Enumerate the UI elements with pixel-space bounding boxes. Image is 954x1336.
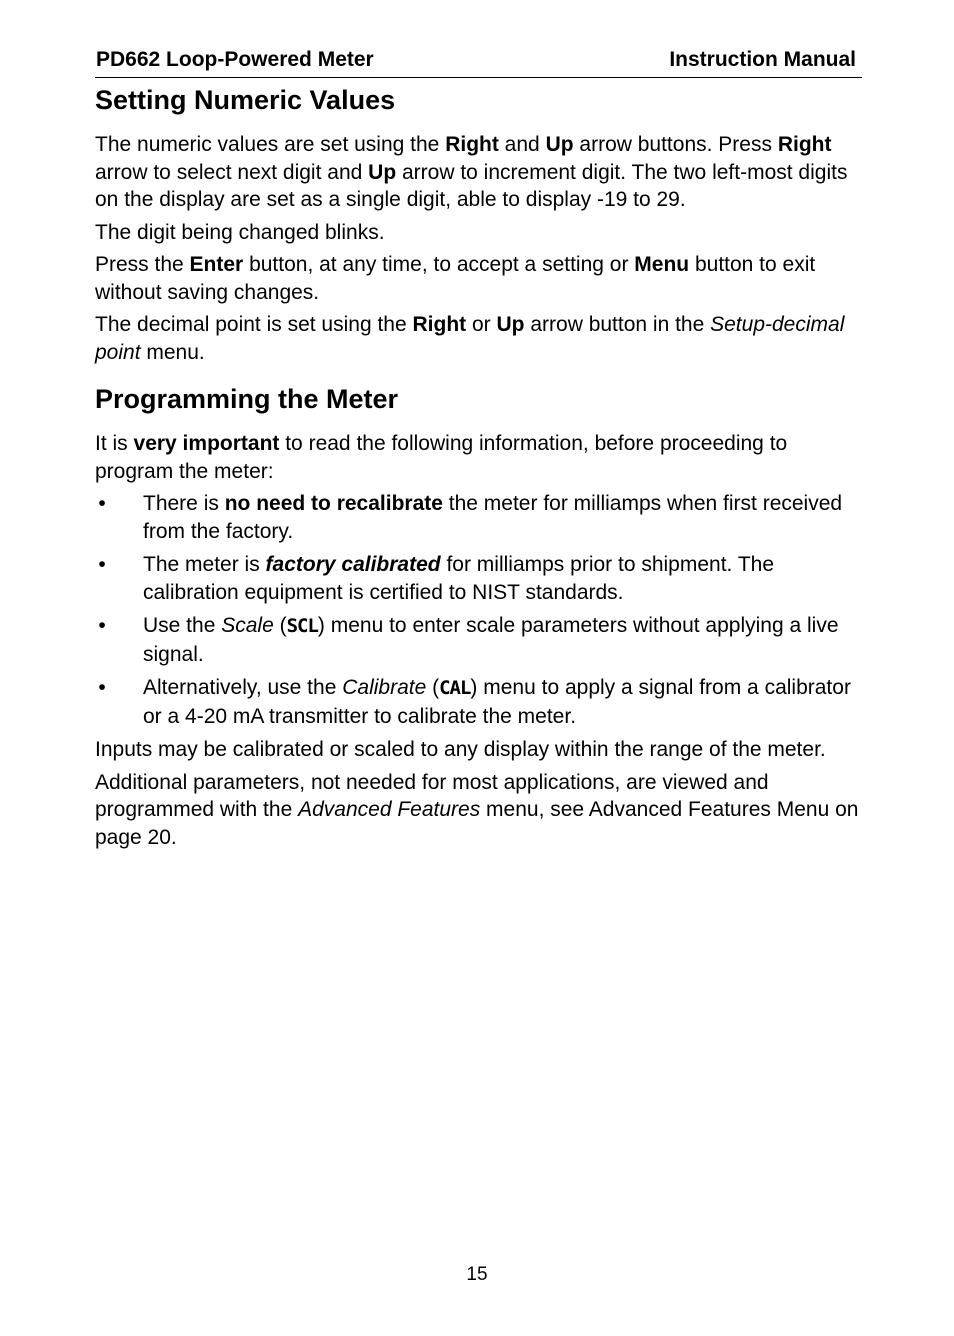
text: menu, see Advanced Features Menu on page 20. xyxy=(95,798,859,849)
bold-right: Right xyxy=(412,313,467,336)
bullet-icon: • xyxy=(98,676,106,699)
text: arrow to increment digit. The two left-most digits on the display are set as a single digit, able to display -19 to 29. xyxy=(95,160,848,211)
text: arrow to select next digit and xyxy=(95,160,369,184)
text: arrow button in the xyxy=(524,313,711,336)
text: ) menu to enter scale parameters without applying a live signal. xyxy=(143,614,839,666)
bold-up: Up xyxy=(496,313,525,336)
page-header xyxy=(95,46,862,78)
italic-advanced-features: Advanced Features xyxy=(298,798,481,821)
bold-up: Up xyxy=(368,160,397,184)
header-product-title: PD662 Loop-Powered Meter xyxy=(96,48,374,71)
bold-right: Right xyxy=(777,133,832,156)
paragraph-advanced-features xyxy=(95,769,861,852)
section-title-programming-the-meter: Programming the Meter xyxy=(95,384,399,414)
text: The numeric values are set using the xyxy=(95,133,446,156)
text: Press the xyxy=(95,253,190,276)
text: Use the xyxy=(143,614,222,637)
paragraph-inputs-calibrated: Inputs may be calibrated or scaled to any display within the range of the meter. xyxy=(95,738,826,761)
text: There is xyxy=(143,492,225,515)
text: menu. xyxy=(140,340,205,364)
italic-setup-decimal-point: Setup-decimal point xyxy=(95,313,845,364)
text: Additional parameters, not needed for most applications, are viewed and programmed with the xyxy=(95,770,769,821)
text: or xyxy=(466,313,497,336)
bold-italic-factory-calibrated: factory calibrated xyxy=(265,553,441,576)
text: The meter is xyxy=(143,553,266,576)
text: and xyxy=(498,133,546,156)
paragraph-decimal-point xyxy=(95,311,861,366)
bullet-icon: • xyxy=(98,553,106,576)
text: It is xyxy=(95,432,134,455)
bullet-icon: • xyxy=(98,492,106,515)
text: to read the following information, before proceeding to program the meter: xyxy=(95,432,788,483)
italic-calibrate: Calibrate xyxy=(342,676,427,699)
bold-very-important: very important xyxy=(133,432,280,455)
text: button to exit without saving changes. xyxy=(95,253,816,304)
list-item xyxy=(95,612,861,668)
text: Alternatively, use the xyxy=(143,676,343,699)
paragraph-enter-menu xyxy=(95,251,861,306)
page-content xyxy=(95,84,861,851)
paragraph-programming-intro xyxy=(95,430,861,485)
text: ( xyxy=(426,676,440,699)
bold-enter: Enter xyxy=(189,253,244,276)
bold-no-need-to-recalibrate: no need to recalibrate xyxy=(224,492,443,515)
lcd-scl-glyph: SCL xyxy=(286,615,318,637)
section-title-setting-numeric-values: Setting Numeric Values xyxy=(95,85,396,115)
list-item xyxy=(95,551,861,606)
list-item xyxy=(95,674,861,730)
bold-menu: Menu xyxy=(634,253,690,276)
text: arrow buttons. Press xyxy=(573,133,778,156)
header-manual-title: Instruction Manual xyxy=(669,48,856,71)
text: for milliamps prior to shipment. The calibration equipment is certified to NIST standards. xyxy=(143,553,775,604)
paragraph-numeric-values xyxy=(95,131,861,214)
text: ) menu to apply a signal from a calibrator or a 4-20 mA transmitter to calibrate the meter. xyxy=(143,676,851,728)
page-number: 15 xyxy=(466,1264,488,1285)
bullet-icon: • xyxy=(98,614,106,637)
bold-up: Up xyxy=(545,133,574,156)
italic-scale: Scale xyxy=(221,614,274,637)
text: button, at any time, to accept a setting or xyxy=(243,253,635,276)
text: The decimal point is set using the xyxy=(95,313,413,336)
text: ( xyxy=(273,614,287,637)
text: the meter for milliamps when first received from the factory. xyxy=(143,492,843,543)
list-item xyxy=(95,490,861,545)
paragraph-digit-blinks: The digit being changed blinks. xyxy=(95,220,385,244)
bullet-list xyxy=(95,490,861,730)
lcd-cal-glyph: CAL xyxy=(439,677,471,699)
bold-right: Right xyxy=(445,133,499,156)
